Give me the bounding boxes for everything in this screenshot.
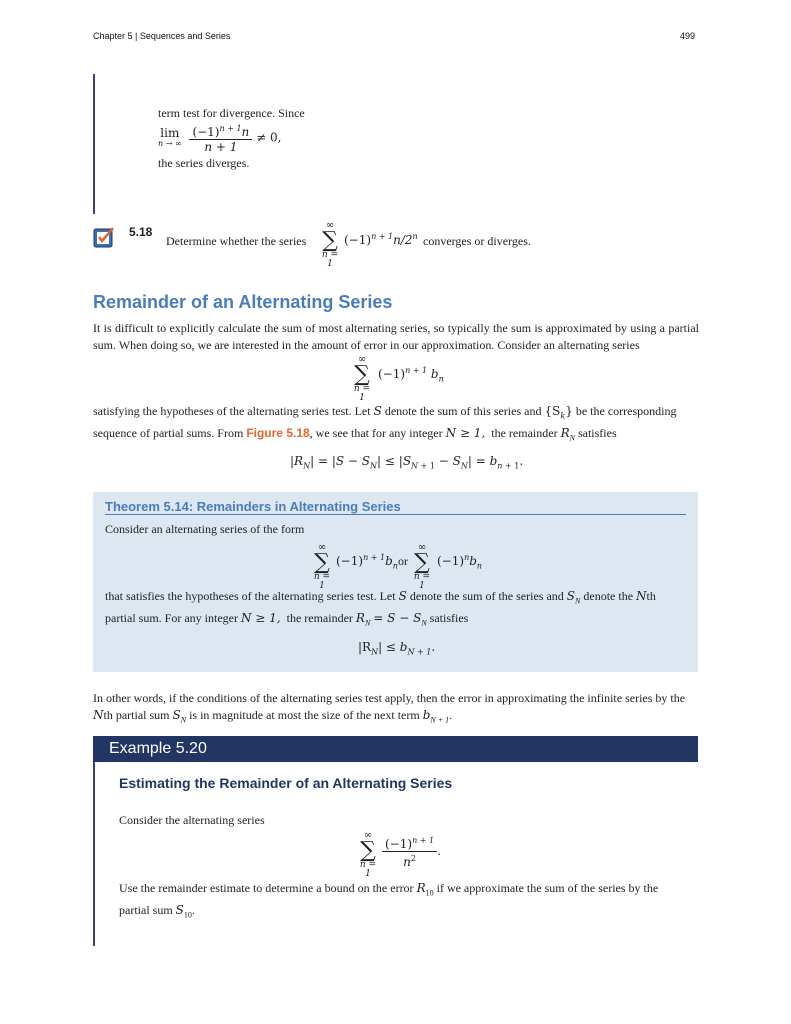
sum-bottom: n = 1 [321,250,339,269]
theorem-title: Theorem 5.14: Remainders in Alternating Series [105,499,401,514]
example-side-rule [93,74,95,214]
other-words-line-2: Nth partial sum $S_N$ is in magnitude at most the size of the next term $b_{N + 1}$. [93,708,453,725]
checkpoint-text-before: Determine whether the series [166,234,307,248]
series-b: b [430,367,439,381]
neq-zero: ≠ 0, [256,130,282,145]
series-term-base: (−1) [378,367,406,381]
checkpoint-number: 5.18 [129,225,153,239]
running-header: Chapter 5 | Sequences and Series [93,31,231,41]
checkpoint-term [344,232,418,247]
frac-num-sup: n + 1 [219,124,242,133]
theorem-term-1: $(-1)^{n + 1}b_nor$ [336,553,408,571]
example-header-bar [93,736,698,762]
theorem-rule [105,514,686,515]
series-sum: ∞ ∑ n = 1 [350,355,374,403]
example-line-3: partial sum $S_{10}$. [119,903,195,920]
example-fraction: $\frac{(-1)^{n + 1}}{n^2}$ . [382,834,441,869]
example-side-rule-2 [93,762,95,946]
example-sum: ∞ ∑ n = 1 [359,830,377,879]
theorem-term-2: $(-1)^nb_n$ [437,553,483,571]
section-title: Remainder of an Alternating Series [93,292,393,312]
example-label: Example 5.20 [109,740,207,757]
theorem-result: $|R_N| \le b_{N + 1}$. [358,640,436,657]
section-para-1: It is difficult to explicitly calculate the sum of most alternating series, so typically the sum is approximated by using a partial sum. When doing so, we are interested in the amount of error in our approximation. Consider an alternating series [93,321,699,352]
series-top: ∞ [357,354,367,365]
example-title: Estimating the Remainder of an Alternating Series [119,775,453,791]
divergence-line-3: the series diverges. [158,156,250,170]
limit-expression [158,122,281,154]
series-b-sub: n [438,374,444,384]
example-line-2: Use the remainder estimate to determine a bound on the error $R_{10}$ if we approximate the sum of the series by the [119,881,659,898]
limit-subscript: n → ∞ [158,139,182,148]
term-tail: n/2 [393,233,413,247]
sum-S: S [373,404,382,418]
theorem-sum-1: ∞ ∑ n = 1 [313,542,331,591]
theorem-line-2: that satisfies the hypotheses of the alternating series test. Let S denote the sum of the series and $S_N$ denote the Nth [105,589,656,606]
checkpoint-text-after: converges or diverges. [423,234,531,248]
section-para-2b: sequence of partial sums. From Figure 5.18, we see that for any integer N ≥ 1, the remainder $R_N$ satisfies [93,426,617,443]
term: (−1) [344,233,372,247]
term-sup: n + 1 [371,232,394,241]
remainder-inequality: $|R_N| = |S - S_N| \le |S_{N + 1} - S_N| = b_{n + 1}$. [290,454,524,471]
page-number: 499 [680,31,696,41]
theorem-line-3: partial sum. For any integer N ≥ 1, the remainder $R_N = S - S_N$ satisfies [105,611,469,628]
theorem-sum-2: ∞ ∑ n = 1 [413,542,431,591]
divergence-line-1: term test for divergence. Since [158,106,305,120]
N-ge-1: N ≥ 1, [445,426,486,440]
series-term [378,366,444,383]
theorem-line-1: Consider an alternating series of the form [105,522,305,536]
other-words-line-1: In other words, if the conditions of the alternating series test apply, then the error in approximating the infinite series by the [93,691,686,705]
figure-5-18-link[interactable]: Figure 5.18 [246,426,310,440]
series-bottom: n = 1 [353,384,371,403]
section-para-2a: satisfying the hypotheses of the alternating series test. Let S denote the sum of this series and $\{S_k\}$ be the corresponding [93,404,677,421]
checkpoint-icon [93,226,115,248]
sum-top: ∞ [325,220,335,231]
checkpoint-sum: ∞ ∑ n = 1 [318,221,342,269]
limit-label: lim [160,126,180,140]
series-term-sup: n + 1 [405,366,428,375]
frac-num-tail: n [241,125,250,139]
frac-num: (−1) [192,125,220,139]
frac-den: n + 1 [204,140,238,154]
term-tail-sup: n [412,232,418,241]
example-line-1: Consider the alternating series [119,813,265,827]
